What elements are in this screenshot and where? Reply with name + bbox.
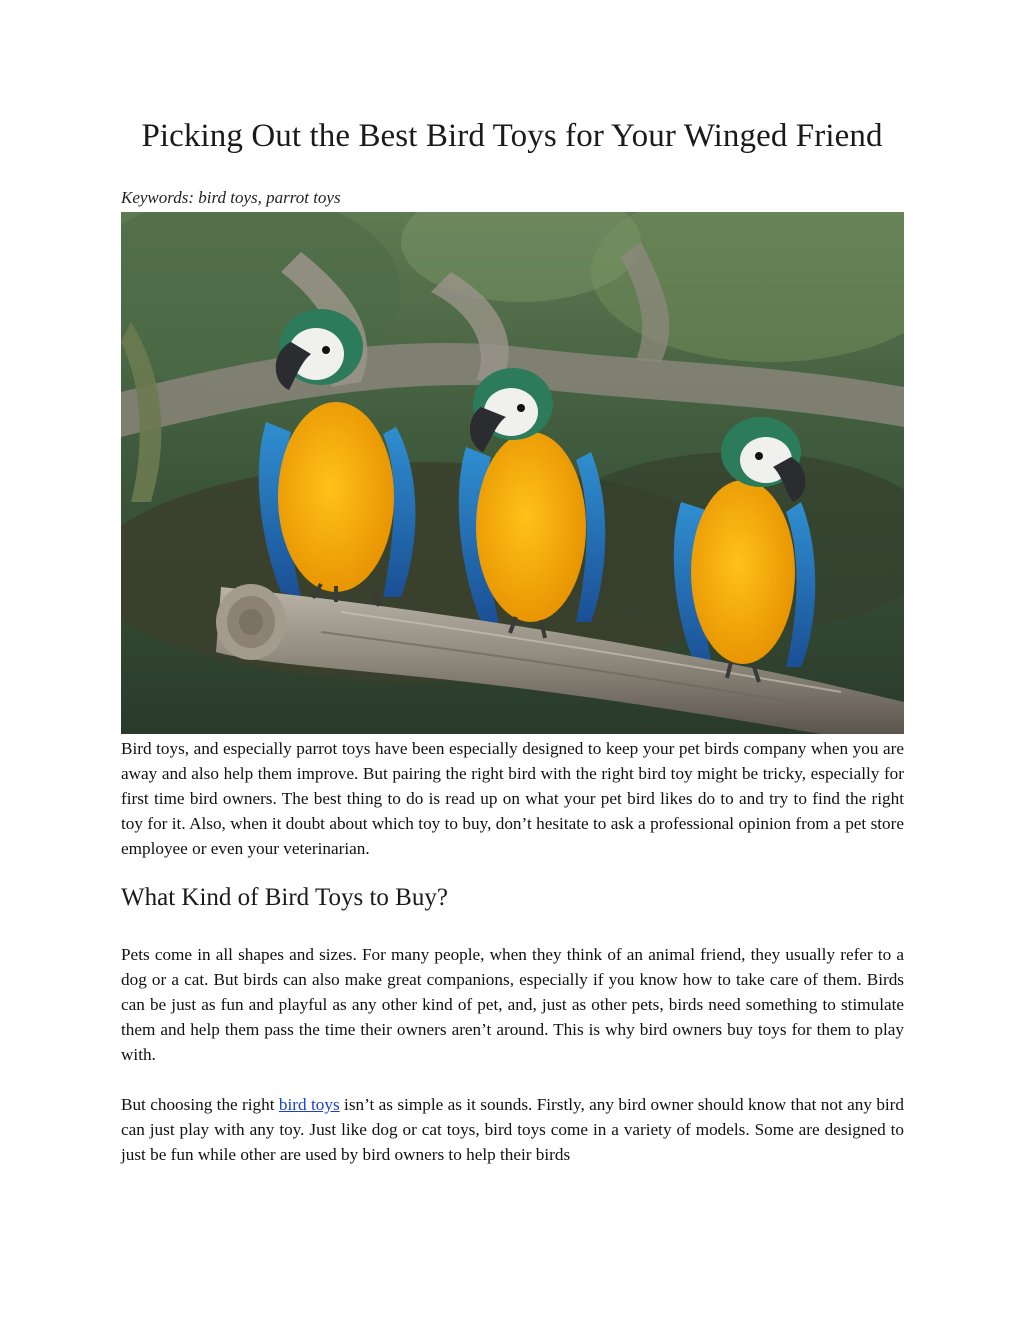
- bird-toys-link[interactable]: bird toys: [278, 1095, 340, 1114]
- keywords-line: Keywords: bird toys, parrot toys: [121, 188, 341, 207]
- paragraph-text-before-link: But choosing the right: [121, 1095, 279, 1114]
- body-paragraph-pets: Pets come in all shapes and sizes. For many people, when they think of an animal friend, they usually refer to a dog or a cat. But birds can also make great companions, especially if you know how to take care of them. Birds can be just as fun and playful as any other kind of pet, and, just as other pets, birds need something to stimulate them and help them pass the time their owners aren’t around. This is why bird owners buy toys for them to play with.: [121, 945, 904, 1064]
- page-title: Picking Out the Best Bird Toys for Your Winged Friend: [141, 118, 883, 154]
- macaws-photo: [121, 212, 904, 734]
- paragraph-text-after-link: isn’t as simple as it sounds. Firstly, any bird owner should know that not any bird can just play with any toy. Just like dog or cat toys, bird toys come in a variety of models. Some are designed to just be fun while other are used by bird owners to help their birds: [121, 1095, 905, 1164]
- body-paragraph-choosing: [121, 1092, 904, 1167]
- intro-paragraph: Bird toys, and especially parrot toys have been especially designed to keep your pet birds company when you are away and also help them improve. But pairing the right bird with the right bird toy might be tricky, especially for first time bird owners. The best thing to do is read up on what your pet bird likes do to and try to find the right toy for it. Also, when it doubt about which toy to buy, don’t hesitate to ask a professional opinion from a pet store employee or even your veterinarian.: [121, 739, 904, 858]
- section-heading: What Kind of Bird Toys to Buy?: [121, 884, 448, 911]
